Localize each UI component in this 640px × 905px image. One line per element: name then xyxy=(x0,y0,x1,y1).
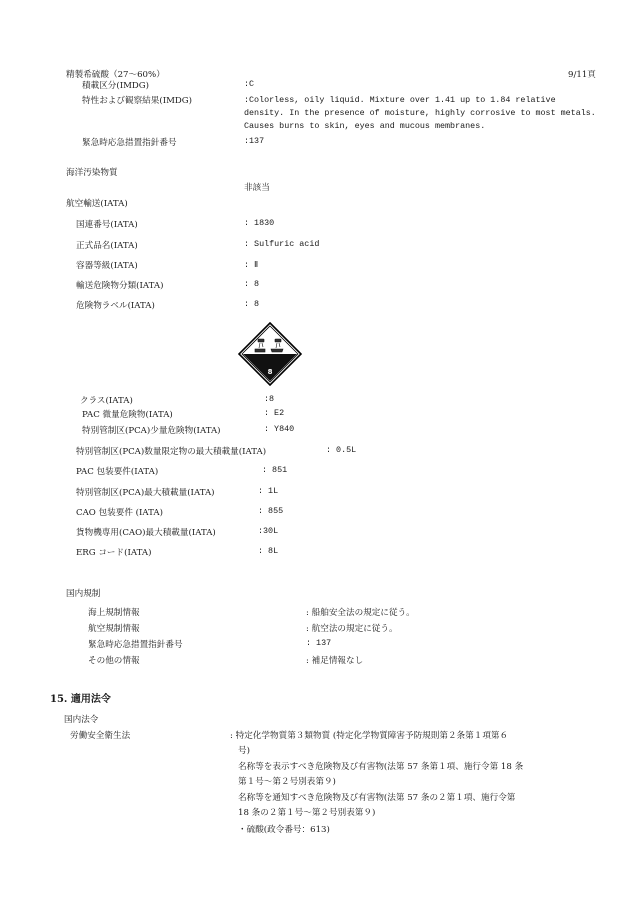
ems-reg-value: : 137 xyxy=(306,638,332,648)
pac-small-label: PAC 微量危険物(IATA) xyxy=(82,410,173,420)
ishl-line-1: : 特定化学物質第３類物質 (特定化学物質障害予防規則第２条第１項第６ xyxy=(230,731,509,741)
sea-reg-value: : 船舶安全法の規定に従う。 xyxy=(306,608,415,618)
ishl-line-3: 名称等を表示すべき危険物及び有害物(法第 57 条第１項、施行令第 18 条 xyxy=(238,762,524,772)
iata-class-value: : 8 xyxy=(244,279,260,289)
document-title: 精製希硫酸（27～60%） xyxy=(66,70,165,80)
cao-packing-label: CAO 包装要件 (IATA) xyxy=(76,508,163,518)
imdg-properties-value: :Colorless, oily liquid. Mixture over 1.41 up to 1.84 relative density. In the presence of moisture, highly corrosive to most metals. Causes burns to skin, eyes and mucous membranes. xyxy=(244,95,596,131)
ishl-line-6: 18 条の２第１号～第２号別表第９) xyxy=(238,808,376,818)
iata-class-label: 輸送危険物分類(IATA) xyxy=(76,281,164,291)
imdg-ems-value: :137 xyxy=(244,136,265,146)
domestic-transport-title: 国内規制 xyxy=(66,589,101,599)
cao-packing-value: : 855 xyxy=(258,506,284,516)
pac-packing-label: PAC 包装要件(IATA) xyxy=(76,467,159,477)
section-15-heading: 15. 適用法令 xyxy=(50,694,111,705)
imdg-properties-label: 特性および観察結果(IMDG) xyxy=(82,96,192,106)
hazard-class-number: 8 xyxy=(267,368,273,376)
iata-name-label: 正式品名(IATA) xyxy=(76,241,138,251)
air-reg-value: : 航空法の規定に従う。 xyxy=(306,624,398,634)
imdg-stowage-label: 積載区分(IMDG) xyxy=(82,81,150,91)
pca-limited-label: 特別管制区(PCA)数量限定物の最大積載量(IATA) xyxy=(76,447,267,457)
ishl-line-7: ・硫酸(政令番号：613) xyxy=(238,825,330,835)
ems-reg-label: 緊急時応急措置指針番号 xyxy=(88,640,183,650)
cao-max-value: :30L xyxy=(258,526,279,536)
ishl-line-2: 号) xyxy=(238,746,250,756)
iata-pg-value: : Ⅱ xyxy=(244,260,259,270)
iata-label-label: 危険物ラベル(IATA) xyxy=(76,301,155,311)
iata-un-value: : 1830 xyxy=(244,218,275,228)
marine-pollutant-value: 非該当 xyxy=(244,183,270,193)
iata-pg-label: 容器等級(IATA) xyxy=(76,261,138,271)
pca-small-label: 特別管制区(PCA)少量危険物(IATA) xyxy=(82,426,221,436)
air-reg-label: 航空規制情報 xyxy=(88,624,140,634)
iata-name-value: : Sulfuric acid xyxy=(244,239,320,249)
sea-reg-label: 海上規制情報 xyxy=(88,608,140,618)
other-info-label: その他の情報 xyxy=(88,656,140,666)
air-transport-title: 航空輸送(IATA) xyxy=(66,199,128,209)
pac-small-value: : E2 xyxy=(264,408,285,418)
cao-max-label: 貨物機専用(CAO)最大積載量(IATA) xyxy=(76,528,216,538)
iata-label-value: : 8 xyxy=(244,299,260,309)
pca-max-value: : 1L xyxy=(258,486,279,496)
iata-class2-value: :8 xyxy=(264,394,275,404)
erg-label: ERG コード(IATA) xyxy=(76,548,152,558)
pca-small-value: : Y840 xyxy=(264,424,295,434)
other-info-value: : 補足情報なし xyxy=(306,656,364,666)
pca-max-label: 特別管制区(PCA)最大積載量(IATA) xyxy=(76,488,215,498)
domestic-law-title: 国内法令 xyxy=(64,715,99,725)
page-number: 9/11頁 xyxy=(568,70,596,80)
marine-pollutant-label: 海洋汚染物質 xyxy=(66,168,118,178)
ishl-line-5: 名称等を通知すべき危険物及び有害物(法第 57 条の２第１項、施行令第 xyxy=(238,793,516,803)
iata-class2-label: クラス(IATA) xyxy=(80,396,133,406)
ishl-label: 労働安全衛生法 xyxy=(70,731,131,741)
imdg-ems-label: 緊急時応急措置指針番号 xyxy=(82,138,177,148)
ishl-line-4: 第１号～第２号別表第９) xyxy=(238,777,336,787)
pca-limited-value: : 0.5L xyxy=(326,445,357,455)
iata-un-label: 国連番号(IATA) xyxy=(76,220,138,230)
imdg-stowage-value: :C xyxy=(244,79,255,89)
corrosive-hazard-icon xyxy=(238,322,302,386)
erg-value: : 8L xyxy=(258,546,279,556)
pac-packing-value: : 851 xyxy=(262,465,288,475)
